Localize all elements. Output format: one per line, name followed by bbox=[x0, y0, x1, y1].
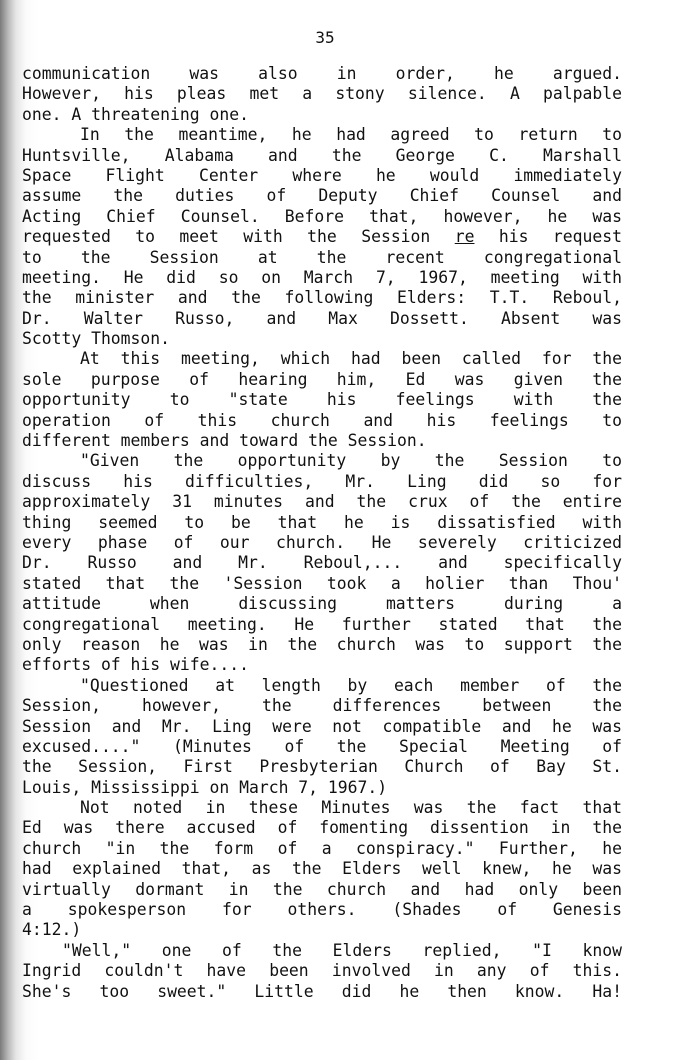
text-line: Not noted in these Minutes was the fact that bbox=[80, 798, 622, 818]
text-line: church "in the form of a conspiracy." Further, he bbox=[22, 838, 622, 858]
text-line: At this meeting, which had been called for the bbox=[80, 349, 622, 369]
text-line: virtually dormant in the church and had only been bbox=[22, 879, 622, 899]
text-line: Session and Mr. Ling were not compatible and he was bbox=[22, 716, 622, 736]
text-line: requested to meet with the Session re his request bbox=[22, 227, 622, 247]
text-line: had explained that, as the Elders well knew, he was bbox=[22, 859, 622, 879]
text-line: Ed was there accused of fomenting dissention in the bbox=[22, 818, 622, 838]
text-line: assume the duties of Deputy Chief Counsel and bbox=[22, 186, 622, 206]
text-line: "Questioned at length by each member of the bbox=[80, 675, 622, 695]
text-line: Session, however, the differences between the bbox=[22, 696, 622, 716]
text-line: every phase of our church. He severely criticized bbox=[22, 532, 622, 552]
text-line: attitude when discussing matters during a bbox=[22, 594, 622, 614]
text-line: the minister and the following Elders: T.T. Reboul, bbox=[22, 288, 622, 308]
text-line: She's too sweet." Little did he then know. Ha! bbox=[22, 981, 622, 1001]
text-line: 4:12.) bbox=[22, 920, 82, 940]
text-line: Louis, Mississippi on March 7, 1967.) bbox=[22, 777, 388, 797]
text-line: Huntsville, Alabama and the George C. Marshall bbox=[22, 145, 622, 165]
text-line: operation of this church and his feelings to bbox=[22, 410, 622, 430]
body-text bbox=[22, 64, 622, 1002]
text-line: However, his pleas met a stony silence. A palpable bbox=[22, 84, 622, 104]
text-line: one. A threatening one. bbox=[22, 104, 249, 124]
text-line: meeting. He did so on March 7, 1967, meeting with bbox=[22, 267, 622, 287]
text-line: "Given the opportunity by the Session to bbox=[80, 451, 622, 471]
text-line: stated that the 'Session took a holier than Thou' bbox=[22, 573, 622, 593]
text-line: to the Session at the recent congregational bbox=[22, 247, 622, 267]
text-line: communication was also in order, he argued. bbox=[22, 64, 622, 83]
text-line: opportunity to "state his feelings with the bbox=[22, 390, 622, 410]
text-line: a spokesperson for others. (Shades of Genesis bbox=[22, 900, 622, 920]
text-line: approximately 31 minutes and the crux of the entire bbox=[22, 492, 622, 512]
text-line: Dr. Walter Russo, and Max Dossett. Absent was bbox=[22, 308, 622, 328]
text-line: excused...." (Minutes of the Special Meeting of bbox=[22, 736, 622, 756]
text-line: congregational meeting. He further stated that the bbox=[22, 614, 622, 634]
text-line: In the meantime, he had agreed to return to bbox=[80, 125, 622, 145]
text-line: only reason he was in the church was to support the bbox=[22, 634, 622, 654]
text-line: efforts of his wife.... bbox=[22, 655, 249, 675]
text-line: Acting Chief Counsel. Before that, however, he was bbox=[22, 206, 622, 226]
text-line: Space Flight Center where he would immediately bbox=[22, 165, 622, 185]
text-line: Scotty Thomson. bbox=[22, 329, 171, 349]
text-line: Dr. Russo and Mr. Reboul,... and specifically bbox=[22, 553, 622, 573]
text-line: different members and toward the Session. bbox=[22, 431, 427, 451]
page-number: 35 bbox=[315, 28, 335, 47]
text-line: sole purpose of hearing him, Ed was given the bbox=[22, 369, 622, 389]
text-line: the Session, First Presbyterian Church of Bay St. bbox=[22, 757, 622, 777]
text-line: Ingrid couldn't have been involved in any of this. bbox=[22, 961, 622, 981]
text-line: discuss his difficulties, Mr. Ling did so for bbox=[22, 471, 622, 491]
text-line: thing seemed to be that he is dissatisfied with bbox=[22, 512, 622, 532]
text-line: "Well," one of the Elders replied, "I know bbox=[62, 940, 622, 960]
